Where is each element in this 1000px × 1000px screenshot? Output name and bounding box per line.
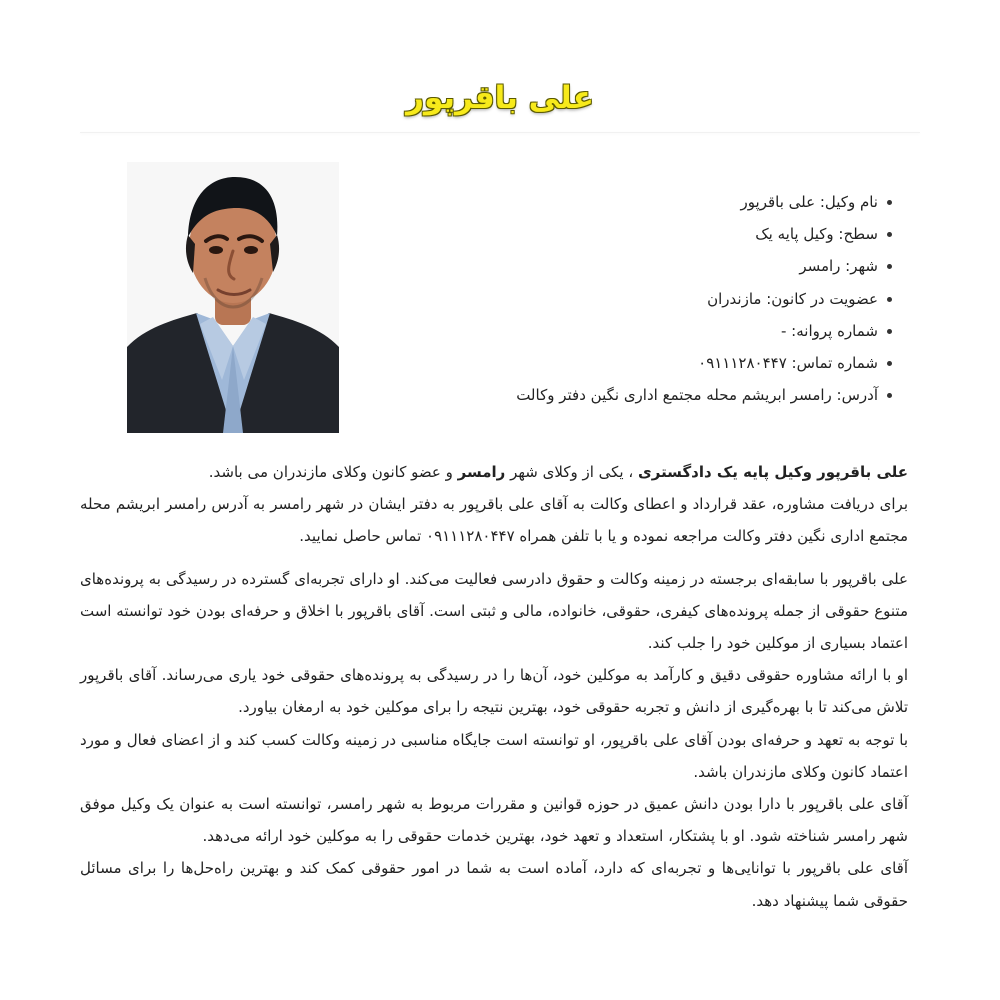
intro-paragraph (80, 456, 908, 488)
intro-connector-text: ، یکی از وکلای شهر (505, 463, 638, 481)
experience-paragraph: علی باقرپور با سابقه‌ای برجسته در زمینه وکالت و حقوق دادرسی فعالیت می‌کند. او دارای تجربه‌ای گسترده در رسیدگی به پرونده‌های متنوع حقوقی از جمله پرونده‌های کیفری، حقوقی، خانواده، مالی و ثبتی است. آقای باقرپور با اخلاق و حرفه‌ای بودن خود توانسته است اعتماد بسیاری از موکلین خود را جلب کند. (80, 569, 908, 653)
position-paragraph: با توجه به تعهد و حرفه‌ای بودن آقای علی باقرپور، او توانسته است جایگاه مناسبی در زمینه وکالت کسب کند و از اعضای فعال و مورد اعتماد کانون وکلای مازندران باشد. (80, 730, 908, 781)
title-divider (80, 132, 920, 133)
lawyer-name-item: نام وکیل: علی باقرپور (462, 186, 892, 218)
page-header (0, 78, 1000, 118)
license-number-item: شماره پروانه: - (462, 315, 892, 347)
bar-membership-item: عضویت در کانون: مازندران (462, 283, 892, 315)
lawyer-description (80, 456, 908, 917)
portrait-illustration (127, 162, 339, 433)
knowledge-paragraph: آقای علی باقرپور با دارا بودن دانش عمیق در حوزه قوانین و مقررات مربوط به شهر رامسر، توانسته است به عنوان یک وکیل موفق شهر رامسر شناخته شود. او با پشتکار، استعداد و تعهد خود، بهترین خدمات حقوقی را به موکلین خود ارائه می‌دهد. (80, 795, 908, 846)
intro-city-text: رامسر (457, 463, 506, 481)
lawyer-level-item: سطح: وکیل پایه یک (462, 218, 892, 250)
contact-paragraph: برای دریافت مشاوره، عقد قرارداد و اعطای وکالت به آقای علی باقرپور به دفتر ایشان در شهر رامسر به آدرس رامسر ابریشم محله مجتمع اداری نگین دفتر وکالت مراجعه نموده و یا با تلفن همراه ۰۹۱۱۱۲۸۰۴۴۷ تماس حاصل نمایید. (80, 495, 908, 546)
lawyer-city-item: شهر: رامسر (462, 250, 892, 282)
intro-bold-text: علی باقرپور وکیل پایه یک دادگستری (637, 463, 908, 481)
paragraph-spacer (80, 553, 908, 563)
closing-paragraph: آقای علی باقرپور با توانایی‌ها و تجربه‌ای که دارد، آماده است به شما در امور حقوقی کمک کند و بهترین راه‌حل‌ها را برای مسائل حقوقی شما پیشنهاد دهد. (80, 859, 908, 910)
phone-number-item: شماره تماس: ۰۹۱۱۱۲۸۰۴۴۷ (462, 347, 892, 379)
address-item: آدرس: رامسر ابریشم محله مجتمع اداری نگین دفتر وکالت (462, 379, 892, 411)
advice-paragraph: او با ارائه مشاوره حقوقی دقیق و کارآمد به موکلین خود، آن‌ها را در رسیدگی به پرونده‌های حقوقی خود یاری می‌رساند. آقای باقرپور تلاش می‌کند تا با بهره‌گیری از دانش و تجربه حقوقی خود، بهترین نتیجه را برای موکلین خود به ارمغان بیاورد. (80, 666, 908, 717)
lawyer-photo (127, 162, 339, 433)
lawyer-details-list (462, 186, 892, 411)
page-title: علی باقرپور (406, 80, 594, 116)
intro-tail-text: و عضو کانون وکلای مازندران می باشد. (208, 463, 458, 481)
